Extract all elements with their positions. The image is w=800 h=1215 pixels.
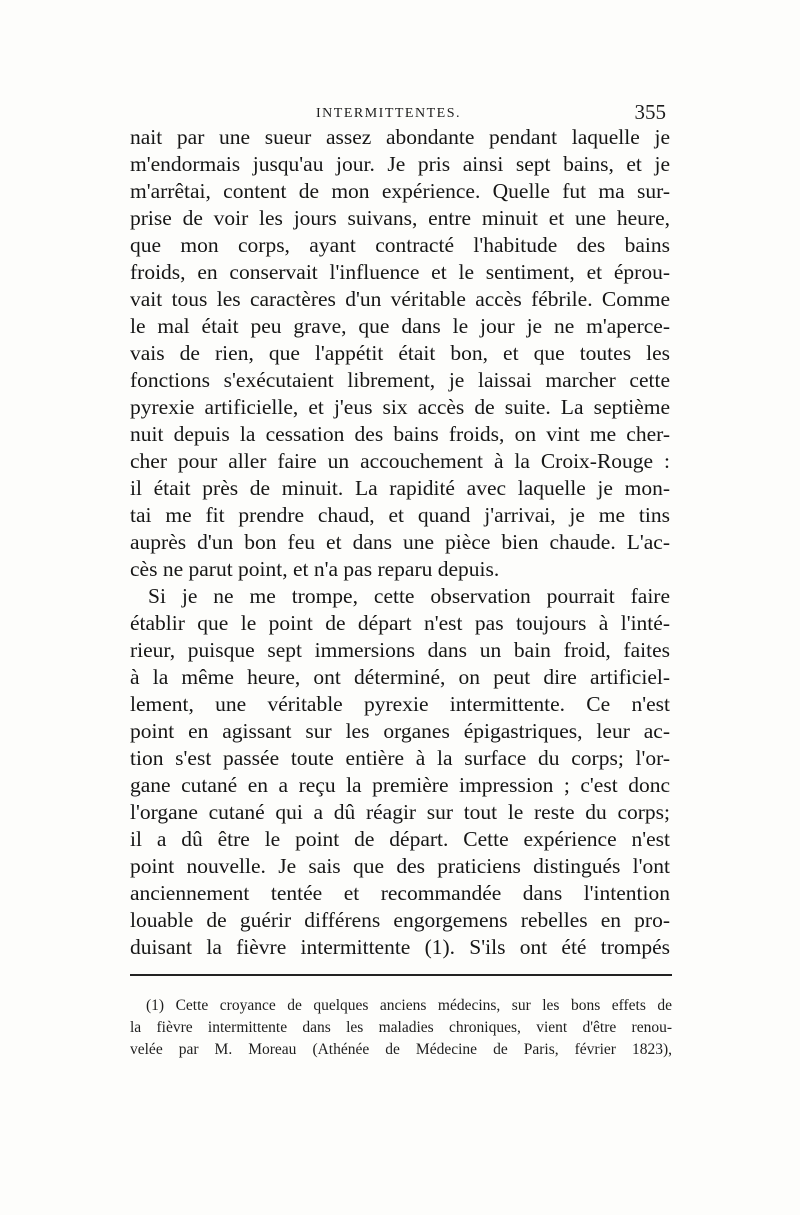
text-line: anciennement tentée et recommandée dans l'intention [130,881,670,905]
text-line: froids, en conservait l'influence et le sentiment, et éprou- [130,260,670,284]
text-line: établir que le point de départ n'est pas toujours à l'inté- [130,611,670,635]
footnote-line: la fièvre intermittente dans les maladies chroniques, vient d'être renou- [130,1019,672,1036]
text-line: l'organe cutané qui a dû réagir sur tout le reste du corps; [130,800,670,824]
footnote [130,995,672,1061]
text-line: cher pour aller faire un accouchement à la Croix-Rouge : [130,449,670,473]
text-line: nait par une sueur assez abondante pendant laquelle je [130,125,670,149]
text-line: m'arrêtai, content de mon expérience. Quelle fut ma sur- [130,179,670,203]
footnote-divider [130,974,672,976]
text-line: vait tous les caractères d'un véritable accès fébrile. Comme [130,287,670,311]
text-line: pyrexie artificielle, et j'eus six accès de suite. La septième [130,395,670,419]
text-line: gane cutané en a reçu la première impression ; c'est donc [130,773,670,797]
text-line: le mal était peu grave, que dans le jour je ne m'aperce- [130,314,670,338]
text-line: m'endormais jusqu'au jour. Je pris ainsi sept bains, et je [130,152,670,176]
running-head: INTERMITTENTES. [316,106,461,121]
text-line: cès ne parut point, et n'a pas reparu depuis. [130,557,500,581]
text-line: prise de voir les jours suivans, entre minuit et une heure, [130,206,670,230]
text-line: lement, une véritable pyrexie intermittente. Ce n'est [130,692,670,716]
text-line: tai me fit prendre chaud, et quand j'arrivai, je me tins [130,503,670,527]
text-line: point nouvelle. Je sais que des praticiens distingués l'ont [130,854,670,878]
text-line: nuit depuis la cessation des bains froids, on vint me cher- [130,422,670,446]
text-line: louable de guérir différens engorgemens rebelles en pro- [130,908,670,932]
footnote-line: velée par M. Moreau (Athénée de Médecine de Paris, février 1823), [130,1041,672,1058]
text-line: il était près de minuit. La rapidité avec laquelle je mon- [130,476,670,500]
text-line: tion s'est passée toute entière à la surface du corps; l'or- [130,746,670,770]
text-line: vais de rien, que l'appétit était bon, et que toutes les [130,341,670,365]
text-line: Si je ne me trompe, cette observation pourrait faire [148,584,670,608]
text-line: fonctions s'exécutaient librement, je laissai marcher cette [130,368,670,392]
page-number: 355 [634,100,666,124]
text-line: à la même heure, ont déterminé, on peut dire artificiel- [130,665,670,689]
text-line: que mon corps, ayant contracté l'habitude des bains [130,233,670,257]
text-line: rieur, puisque sept immersions dans un bain froid, faites [130,638,670,662]
text-line: auprès d'un bon feu et dans une pièce bien chaude. L'ac- [130,530,670,554]
text-line: point en agissant sur les organes épigastriques, leur ac- [130,719,670,743]
body-text [130,124,670,961]
footnote-line: (1) Cette croyance de quelques anciens médecins, sur les bons effets de [146,997,672,1014]
text-line: duisant la fièvre intermittente (1). S'ils ont été trompés [130,935,670,959]
text-line: il a dû être le point de départ. Cette expérience n'est [130,827,670,851]
